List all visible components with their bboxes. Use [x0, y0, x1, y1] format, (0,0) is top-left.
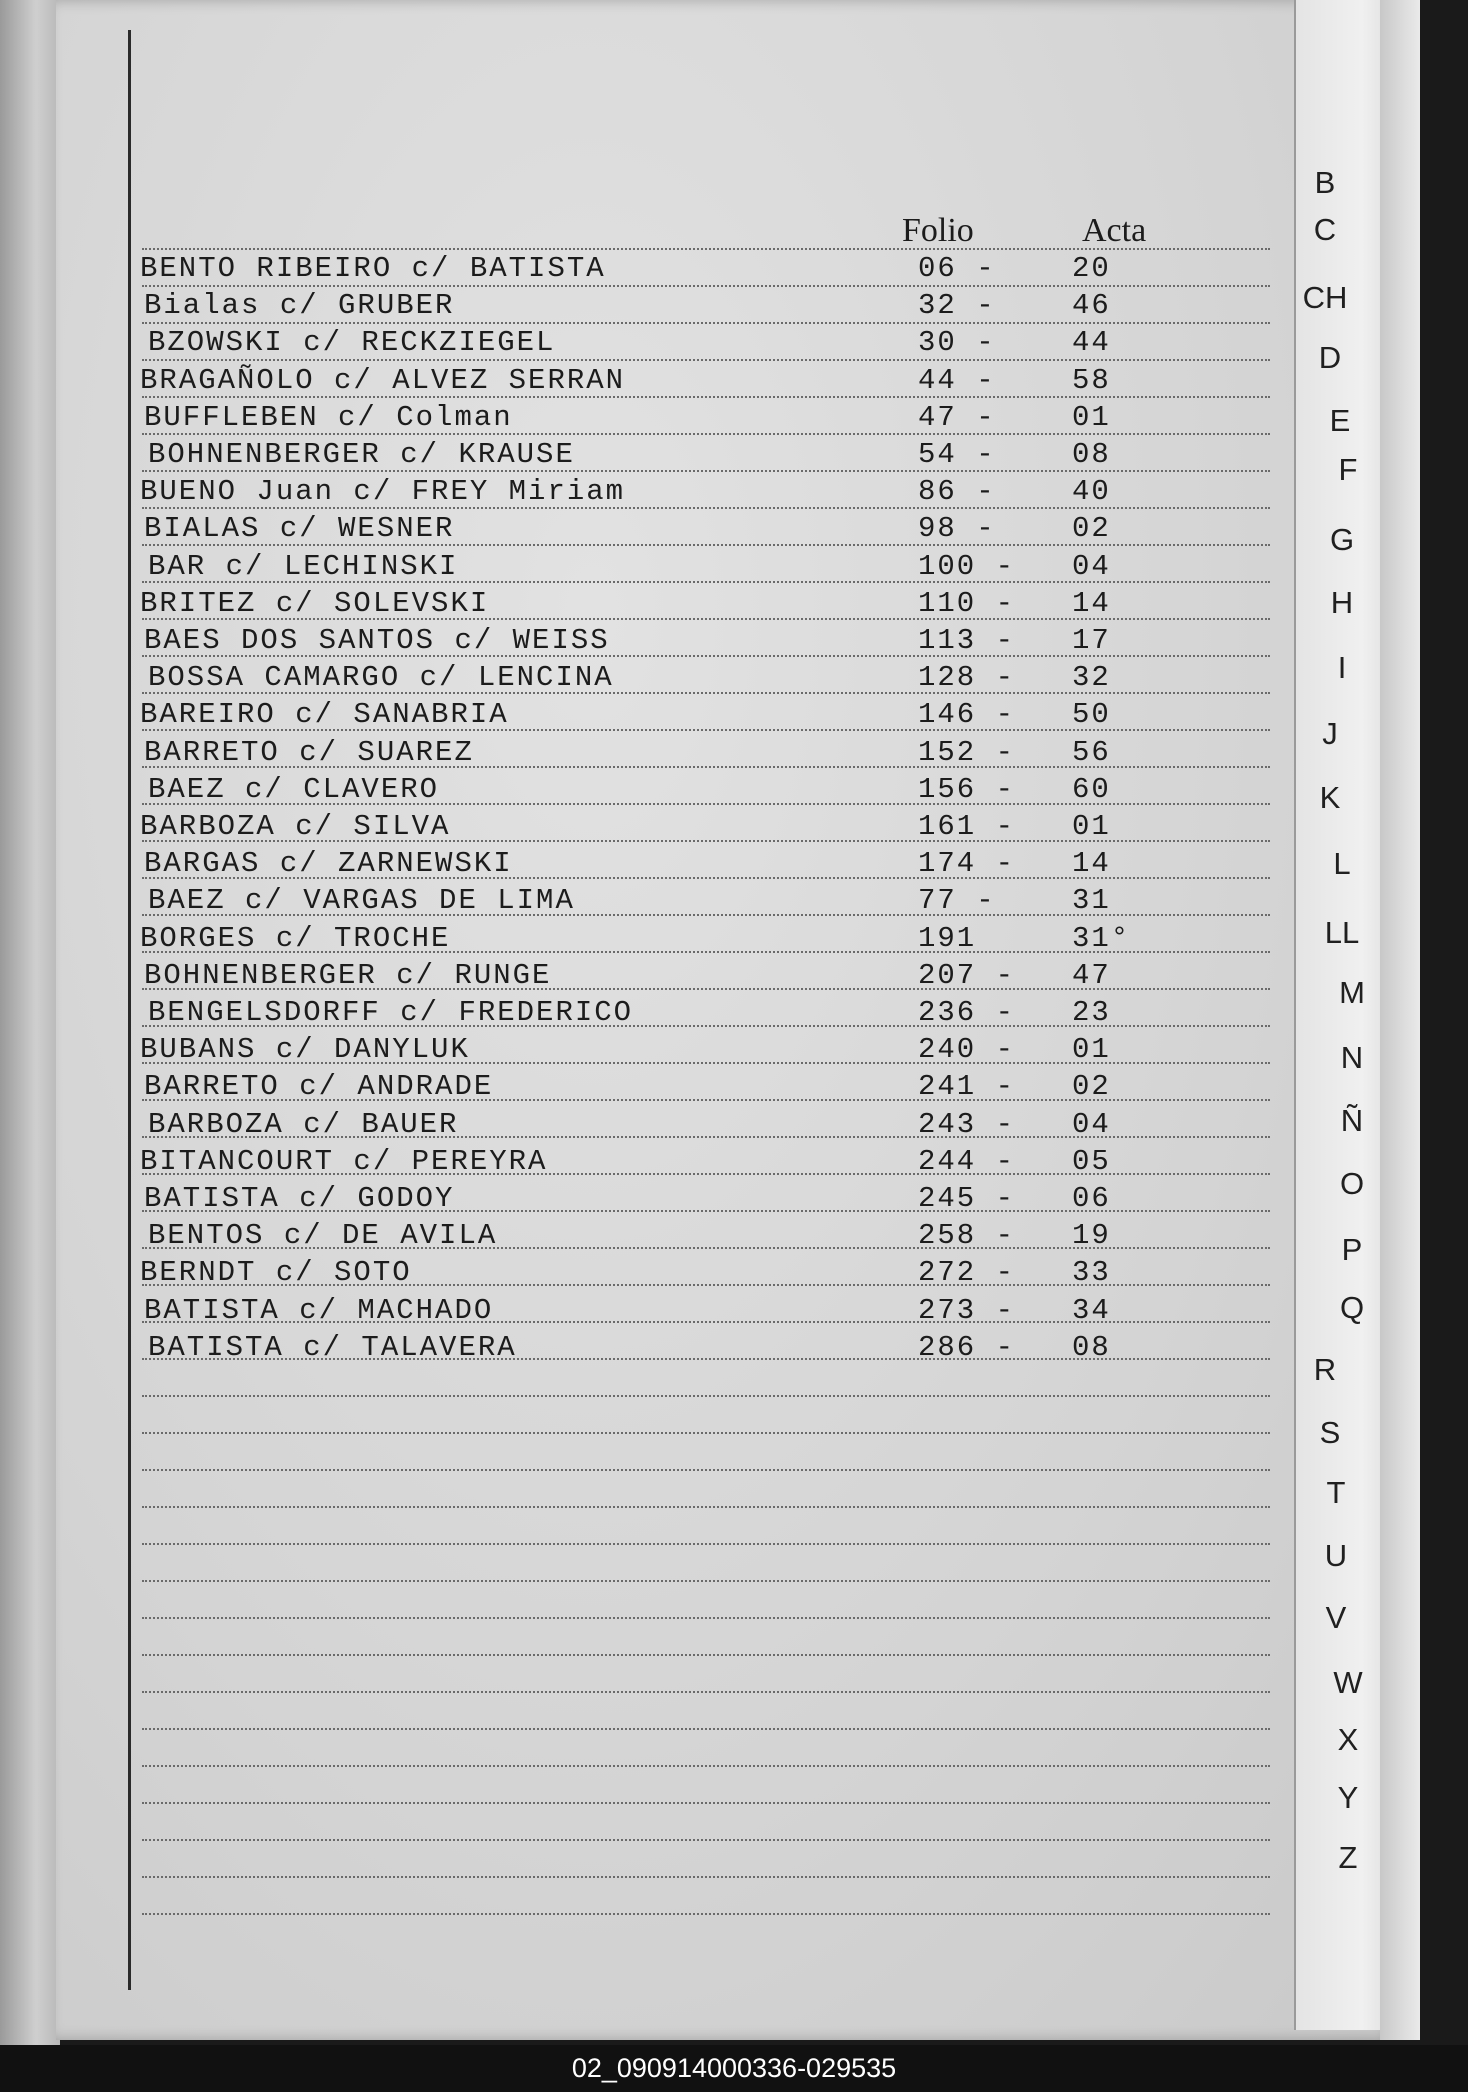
- entry-name: BATISTA c/ GODOY: [144, 1182, 455, 1215]
- entry-name: BATISTA c/ TALAVERA: [148, 1330, 517, 1364]
- entry-acta: 31: [1072, 884, 1111, 918]
- ruled-line: [142, 1913, 1270, 1915]
- entry-folio: 128 -: [918, 661, 1016, 695]
- entry-name: BORGES c/ TROCHE: [140, 921, 451, 955]
- entry-folio: 86 -: [918, 475, 996, 509]
- index-tab[interactable]: G: [1329, 522, 1355, 557]
- entry-folio: 06 -: [918, 252, 996, 285]
- ruled-line: [142, 1543, 1270, 1545]
- image-id: 02_090914000336-029535: [571, 2053, 897, 2083]
- entry-name: BENTOS c/ DE AVILA: [148, 1219, 498, 1253]
- entry-folio: 191: [918, 921, 977, 955]
- entry-name: BARBOZA c/ SILVA: [140, 810, 451, 843]
- entry-name: BENGELSDORFF c/ FREDERICO: [148, 996, 634, 1029]
- entry-name: BAEZ c/ VARGAS DE LIMA: [148, 884, 575, 918]
- entry-acta: 34: [1072, 1293, 1111, 1327]
- entry-folio: 273 -: [918, 1293, 1016, 1327]
- entry-acta: 46: [1072, 289, 1111, 323]
- entry-name: BARGAS c/ ZARNEWSKI: [144, 847, 513, 881]
- index-tab[interactable]: E: [1329, 403, 1351, 438]
- index-tab[interactable]: S: [1319, 1415, 1341, 1450]
- entry-name: BIALAS c/ WESNER: [144, 512, 455, 546]
- index-tab[interactable]: R: [1313, 1352, 1337, 1387]
- entry-folio: 286 -: [918, 1330, 1016, 1364]
- entry-acta: 01: [1072, 1033, 1111, 1067]
- index-tab[interactable]: P: [1341, 1232, 1363, 1267]
- index-tab[interactable]: T: [1326, 1475, 1346, 1510]
- entry-acta: 58: [1072, 363, 1111, 397]
- entry-folio: 241 -: [918, 1070, 1016, 1104]
- entry-name: BZOWSKI c/ RECKZIEGEL: [148, 326, 556, 360]
- entry-acta: 47: [1072, 958, 1111, 992]
- entry-acta: 50: [1072, 698, 1111, 732]
- index-tab[interactable]: O: [1339, 1166, 1365, 1201]
- entry-acta: 01: [1072, 810, 1111, 843]
- ruled-line: [142, 1691, 1270, 1693]
- ruled-line: [142, 1395, 1270, 1397]
- entry-acta: 08: [1072, 1330, 1111, 1364]
- entry-name: BUFFLEBEN c/ Colman: [144, 400, 513, 434]
- index-tab[interactable]: Ñ: [1340, 1103, 1364, 1138]
- entry-folio: 156 -: [918, 772, 1016, 806]
- ruled-line: [142, 1654, 1270, 1656]
- entry-name: BARRETO c/ SUAREZ: [144, 735, 474, 769]
- entry-folio: 32 -: [918, 289, 996, 323]
- index-tab[interactable]: U: [1324, 1538, 1348, 1573]
- entry-folio: 174 -: [918, 847, 1016, 881]
- entry-folio: 44 -: [918, 363, 996, 397]
- entry-acta: 02: [1072, 512, 1111, 546]
- page-edge: [1380, 0, 1420, 2040]
- entry-folio: 98 -: [918, 512, 996, 546]
- entry-name: BAREIRO c/ SANABRIA: [140, 698, 509, 732]
- ruled-line: [142, 285, 1270, 287]
- index-tab[interactable]: C: [1313, 212, 1337, 247]
- entry-folio: 244 -: [918, 1144, 1016, 1178]
- index-tab[interactable]: H: [1330, 585, 1354, 620]
- index-tab[interactable]: I: [1337, 650, 1347, 685]
- entry-acta: 40: [1072, 475, 1111, 509]
- index-tab[interactable]: J: [1322, 716, 1338, 751]
- ruled-line: [142, 1469, 1270, 1471]
- index-tab[interactable]: X: [1337, 1722, 1359, 1757]
- entry-acta: 14: [1072, 586, 1111, 620]
- entry-name: Bialas c/ GRUBER: [144, 289, 455, 323]
- entry-folio: 54 -: [918, 438, 996, 471]
- entry-folio: 30 -: [918, 326, 996, 360]
- ruled-line: [142, 1617, 1270, 1619]
- margin-line: [128, 30, 131, 1990]
- entry-acta: 08: [1072, 438, 1111, 471]
- entry-acta: 01: [1072, 400, 1111, 434]
- ruled-line: [142, 1839, 1270, 1841]
- entry-folio: 240 -: [918, 1033, 1016, 1067]
- index-tab[interactable]: D: [1318, 340, 1342, 375]
- ruled-line: [142, 1506, 1270, 1508]
- entry-folio: 161 -: [918, 810, 1016, 843]
- entry-folio: 110 -: [918, 586, 1016, 620]
- entry-name: BRAGAÑOLO c/ ALVEZ SERRAN: [140, 363, 626, 397]
- entry-acta: 33: [1072, 1256, 1111, 1290]
- entry-folio: 152 -: [918, 735, 1016, 769]
- entry-acta: 23: [1072, 996, 1111, 1029]
- entry-acta: 44: [1072, 326, 1111, 360]
- index-tab[interactable]: Y: [1337, 1780, 1359, 1815]
- entry-folio: 243 -: [918, 1107, 1016, 1141]
- entry-name: BENTO RIBEIRO c/ BATISTA: [140, 252, 606, 285]
- index-tab[interactable]: K: [1319, 780, 1341, 815]
- index-tab[interactable]: B: [1314, 165, 1336, 200]
- entry-name: BOHNENBERGER c/ KRAUSE: [148, 438, 575, 471]
- entry-acta: 20: [1072, 252, 1111, 285]
- entry-acta: 04: [1072, 1107, 1111, 1141]
- entry-name: BITANCOURT c/ PEREYRA: [140, 1144, 548, 1178]
- book-spine-edge: [0, 0, 60, 2045]
- entry-name: BOHNENBERGER c/ RUNGE: [144, 958, 552, 992]
- entry-acta: 56: [1072, 735, 1111, 769]
- entry-acta: 14: [1072, 847, 1111, 881]
- ruled-line: [142, 1802, 1270, 1804]
- entry-acta: 31°: [1072, 921, 1131, 955]
- entry-folio: 207 -: [918, 958, 1016, 992]
- entry-name: BRITEZ c/ SOLEVSKI: [140, 586, 490, 620]
- entry-acta: 19: [1072, 1219, 1111, 1253]
- index-tab[interactable]: Q: [1339, 1290, 1365, 1325]
- ruled-line: [142, 322, 1270, 324]
- index-tab[interactable]: N: [1340, 1040, 1364, 1075]
- entry-name: BARRETO c/ ANDRADE: [144, 1070, 494, 1104]
- index-tab[interactable]: F: [1338, 452, 1358, 487]
- entry-folio: 77 -: [918, 884, 996, 918]
- folio-header: Folio: [902, 212, 974, 249]
- entry-folio: 245 -: [918, 1182, 1016, 1215]
- entry-folio: 272 -: [918, 1256, 1016, 1290]
- entry-acta: 05: [1072, 1144, 1111, 1178]
- entry-folio: 146 -: [918, 698, 1016, 732]
- index-tab[interactable]: M: [1339, 975, 1365, 1010]
- ruled-line: [142, 1765, 1270, 1767]
- entry-name: BAR c/ LECHINSKI: [148, 549, 459, 583]
- entry-name: BATISTA c/ MACHADO: [144, 1293, 494, 1327]
- entry-name: BERNDT c/ SOTO: [140, 1256, 412, 1290]
- acta-header: Acta: [1082, 212, 1147, 249]
- index-tab[interactable]: W: [1333, 1665, 1363, 1700]
- entry-folio: 236 -: [918, 996, 1016, 1029]
- index-tab[interactable]: CH: [1302, 280, 1348, 315]
- index-tab[interactable]: Z: [1338, 1840, 1358, 1875]
- ruled-line: [142, 1580, 1270, 1582]
- index-tab[interactable]: LL: [1324, 915, 1360, 950]
- entry-name: BAES DOS SANTOS c/ WEISS: [144, 624, 610, 657]
- entry-acta: 17: [1072, 624, 1111, 657]
- entry-folio: 47 -: [918, 400, 996, 434]
- ruled-line: [142, 1876, 1270, 1878]
- entry-acta: 06: [1072, 1182, 1111, 1215]
- entry-acta: 04: [1072, 549, 1111, 583]
- entry-name: BUENO Juan c/ FREY Miriam: [140, 475, 626, 509]
- entry-name: BOSSA CAMARGO c/ LENCINA: [148, 661, 614, 695]
- ruled-line: [142, 1728, 1270, 1730]
- entry-acta: 02: [1072, 1070, 1111, 1104]
- entry-name: BARBOZA c/ BAUER: [148, 1107, 459, 1141]
- entry-name: BUBANS c/ DANYLUK: [140, 1033, 470, 1067]
- entry-acta: 60: [1072, 772, 1111, 806]
- entry-name: BAEZ c/ CLAVERO: [148, 772, 440, 806]
- index-tab[interactable]: V: [1325, 1600, 1347, 1635]
- entry-folio: 100 -: [918, 549, 1016, 583]
- entry-folio: 258 -: [918, 1219, 1016, 1253]
- ruled-line: [142, 1432, 1270, 1434]
- entry-acta: 32: [1072, 661, 1111, 695]
- entry-folio: 113 -: [918, 624, 1016, 657]
- index-tab[interactable]: L: [1333, 846, 1351, 881]
